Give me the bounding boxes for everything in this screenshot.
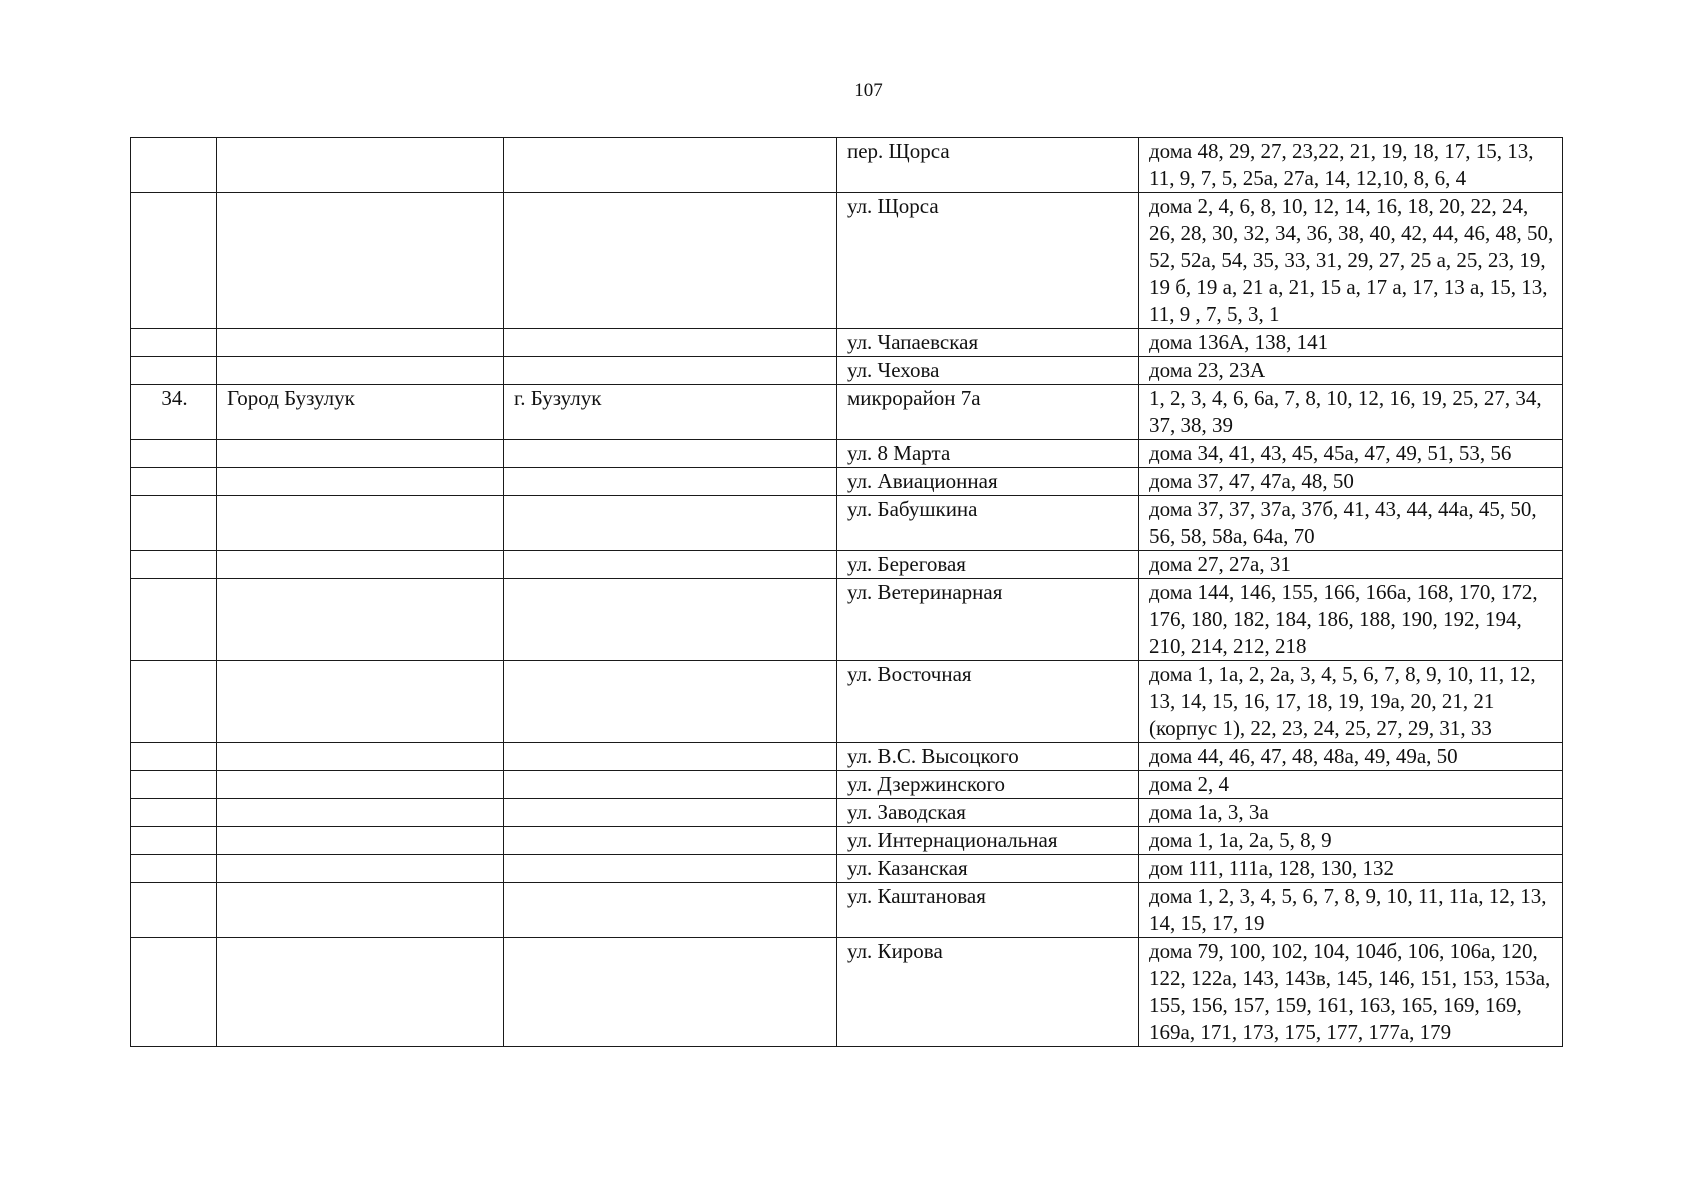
settlement-cell [504, 827, 837, 855]
row-number-cell [131, 468, 217, 496]
settlement-cell: г. Бузулук [504, 385, 837, 440]
municipality-cell [217, 938, 504, 1047]
houses-cell: дома 37, 37, 37а, 37б, 41, 43, 44, 44а, 45, 50, 56, 58, 58а, 64а, 70 [1139, 496, 1563, 551]
municipality-cell [217, 193, 504, 329]
municipality-cell [217, 551, 504, 579]
table-row [131, 855, 1563, 883]
row-number-cell [131, 799, 217, 827]
houses-cell: дом 111, 111а, 128, 130, 132 [1139, 855, 1563, 883]
row-number-cell [131, 138, 217, 193]
houses-cell: дома 34, 41, 43, 45, 45а, 47, 49, 51, 53, 56 [1139, 440, 1563, 468]
municipality-cell [217, 855, 504, 883]
houses-cell: дома 79, 100, 102, 104, 104б, 106, 106а, 120, 122, 122а, 143, 143в, 145, 146, 151, 153, 153а, 155, 156, 157, 159, 161, 163, 165, 169, 169, 169а, 171, 173, 175, 177, 177а, 179 [1139, 938, 1563, 1047]
settlement-cell [504, 799, 837, 827]
settlement-cell [504, 743, 837, 771]
street-cell: микрорайон 7а [837, 385, 1139, 440]
settlement-cell [504, 329, 837, 357]
row-number-cell [131, 938, 217, 1047]
table-row [131, 827, 1563, 855]
municipality-cell [217, 771, 504, 799]
street-cell: ул. 8 Марта [837, 440, 1139, 468]
table-row [131, 193, 1563, 329]
table-row [131, 329, 1563, 357]
table-row [131, 579, 1563, 661]
municipality-cell [217, 468, 504, 496]
street-cell: ул. Береговая [837, 551, 1139, 579]
street-cell: ул. Заводская [837, 799, 1139, 827]
houses-cell: дома 1а, 3, 3а [1139, 799, 1563, 827]
table-row [131, 138, 1563, 193]
settlement-cell [504, 357, 837, 385]
street-cell: ул. Авиационная [837, 468, 1139, 496]
houses-cell: дома 1, 2, 3, 4, 5, 6, 7, 8, 9, 10, 11, 11а, 12, 13, 14, 15, 17, 19 [1139, 883, 1563, 938]
row-number-cell [131, 771, 217, 799]
houses-cell: дома 1, 1а, 2, 2а, 3, 4, 5, 6, 7, 8, 9, 10, 11, 12, 13, 14, 15, 16, 17, 18, 19, 19а, 20, 21, 21 (корпус 1), 22, 23, 24, 25, 27, 29, 31, 33 [1139, 661, 1563, 743]
municipality-cell [217, 883, 504, 938]
street-cell: ул. Чехова [837, 357, 1139, 385]
street-cell: ул. Каштановая [837, 883, 1139, 938]
street-cell: ул. Щорса [837, 193, 1139, 329]
municipality-cell [217, 827, 504, 855]
settlement-cell [504, 855, 837, 883]
row-number-cell [131, 496, 217, 551]
settlement-cell [504, 496, 837, 551]
row-number-cell [131, 743, 217, 771]
settlement-cell [504, 579, 837, 661]
row-number-cell [131, 883, 217, 938]
street-cell: ул. В.С. Высоцкого [837, 743, 1139, 771]
settlement-cell [504, 193, 837, 329]
row-number-cell [131, 357, 217, 385]
table-row [131, 771, 1563, 799]
table-row [131, 496, 1563, 551]
street-cell: пер. Щорса [837, 138, 1139, 193]
municipality-cell [217, 440, 504, 468]
houses-cell: 1, 2, 3, 4, 6, 6а, 7, 8, 10, 12, 16, 19, 25, 27, 34, 37, 38, 39 [1139, 385, 1563, 440]
settlement-cell [504, 138, 837, 193]
page-number: 107 [854, 80, 883, 101]
municipality-cell [217, 661, 504, 743]
table-row [131, 440, 1563, 468]
address-table-body [131, 138, 1563, 1047]
municipality-cell [217, 329, 504, 357]
houses-cell: дома 27, 27а, 31 [1139, 551, 1563, 579]
row-number-cell [131, 661, 217, 743]
houses-cell: дома 48, 29, 27, 23,22, 21, 19, 18, 17, 15, 13, 11, 9, 7, 5, 25а, 27а, 14, 12,10, 8, 6, 4 [1139, 138, 1563, 193]
street-cell: ул. Интернациональная [837, 827, 1139, 855]
houses-cell: дома 1, 1а, 2а, 5, 8, 9 [1139, 827, 1563, 855]
table-row [131, 799, 1563, 827]
table-row [131, 661, 1563, 743]
row-number-cell [131, 440, 217, 468]
table-row [131, 385, 1563, 440]
houses-cell: дома 2, 4 [1139, 771, 1563, 799]
row-number-cell [131, 579, 217, 661]
street-cell: ул. Чапаевская [837, 329, 1139, 357]
settlement-cell [504, 771, 837, 799]
settlement-cell [504, 551, 837, 579]
settlement-cell [504, 938, 837, 1047]
municipality-cell: Город Бузулук [217, 385, 504, 440]
table-row [131, 357, 1563, 385]
settlement-cell [504, 440, 837, 468]
table-row [131, 883, 1563, 938]
row-number-cell: 34. [131, 385, 217, 440]
municipality-cell [217, 496, 504, 551]
settlement-cell [504, 883, 837, 938]
street-cell: ул. Бабушкина [837, 496, 1139, 551]
table-row [131, 938, 1563, 1047]
row-number-cell [131, 855, 217, 883]
municipality-cell [217, 138, 504, 193]
houses-cell: дома 144, 146, 155, 166, 166а, 168, 170, 172, 176, 180, 182, 184, 186, 188, 190, 192, 194, 210, 214, 212, 218 [1139, 579, 1563, 661]
street-cell: ул. Ветеринарная [837, 579, 1139, 661]
row-number-cell [131, 551, 217, 579]
municipality-cell [217, 743, 504, 771]
row-number-cell [131, 329, 217, 357]
street-cell: ул. Кирова [837, 938, 1139, 1047]
street-cell: ул. Дзержинского [837, 771, 1139, 799]
street-cell: ул. Восточная [837, 661, 1139, 743]
address-table [130, 137, 1563, 1047]
table-row [131, 551, 1563, 579]
houses-cell: дома 2, 4, 6, 8, 10, 12, 14, 16, 18, 20, 22, 24, 26, 28, 30, 32, 34, 36, 38, 40, 42, 44, 46, 48, 50, 52, 52а, 54, 35, 33, 31, 29, 27, 25 а, 25, 23, 19, 19 б, 19 а, 21 а, 21, 15 а, 17 а, 17, 13 а, 15, 13, 11, 9 , 7, 5, 3, 1 [1139, 193, 1563, 329]
settlement-cell [504, 468, 837, 496]
settlement-cell [504, 661, 837, 743]
houses-cell: дома 23, 23А [1139, 357, 1563, 385]
row-number-cell [131, 827, 217, 855]
municipality-cell [217, 579, 504, 661]
municipality-cell [217, 357, 504, 385]
municipality-cell [217, 799, 504, 827]
row-number-cell [131, 193, 217, 329]
houses-cell: дома 44, 46, 47, 48, 48а, 49, 49а, 50 [1139, 743, 1563, 771]
houses-cell: дома 37, 47, 47а, 48, 50 [1139, 468, 1563, 496]
street-cell: ул. Казанская [837, 855, 1139, 883]
table-row [131, 468, 1563, 496]
houses-cell: дома 136А, 138, 141 [1139, 329, 1563, 357]
table-row [131, 743, 1563, 771]
